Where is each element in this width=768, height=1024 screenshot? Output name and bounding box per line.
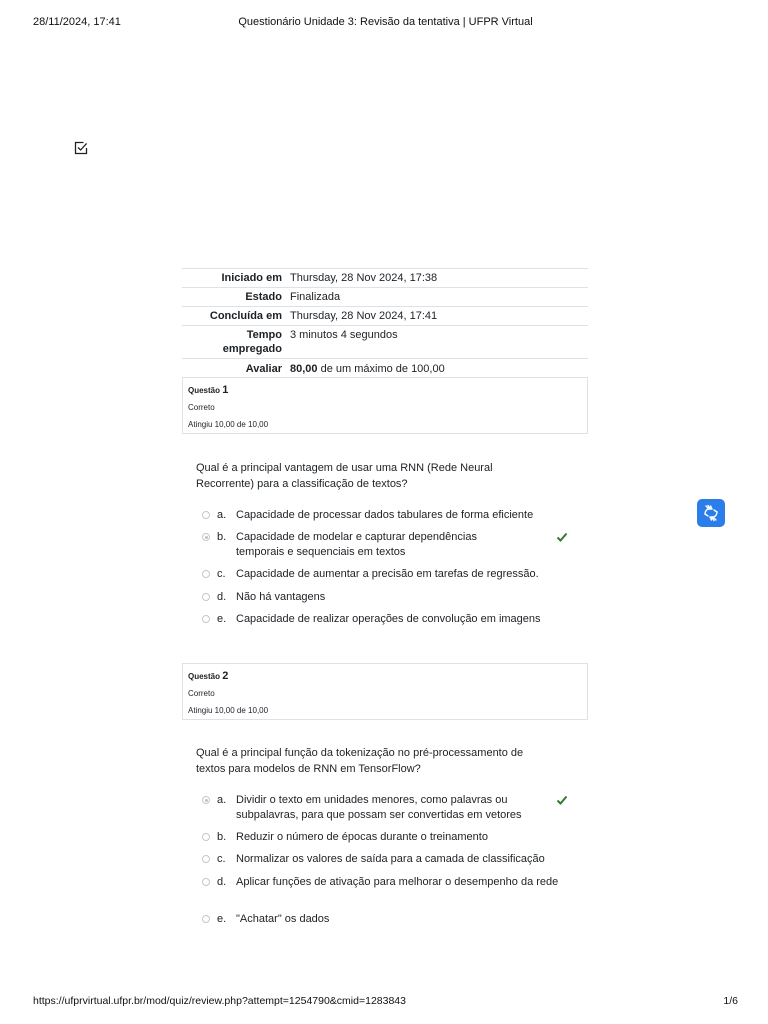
- summary-label: Iniciado em: [182, 269, 286, 288]
- question-number: Questão 2: [188, 670, 229, 682]
- summary-value: Thursday, 28 Nov 2024, 17:41: [286, 307, 588, 326]
- answer-radio[interactable]: [202, 878, 210, 886]
- print-datetime: 28/11/2024, 17:41: [33, 16, 121, 28]
- answer-radio[interactable]: [202, 615, 210, 623]
- check-square-icon[interactable]: [74, 141, 88, 155]
- summary-value: Finalizada: [286, 288, 588, 307]
- answer-radio[interactable]: [202, 833, 210, 841]
- summary-row-time-taken: [182, 326, 588, 359]
- print-page-title: Questionário Unidade 3: Revisão da tentativa | UFPR Virtual: [238, 16, 533, 28]
- check-mark-icon: [556, 794, 568, 806]
- summary-row-completed: [182, 307, 588, 326]
- answer-radio[interactable]: [202, 570, 210, 578]
- check-mark-icon: [556, 531, 568, 543]
- grade-value: 80,00: [290, 363, 318, 375]
- accessibility-button[interactable]: [697, 499, 725, 527]
- summary-row-grade: [182, 359, 588, 379]
- answer-radio[interactable]: [202, 855, 210, 863]
- summary-label: Concluída em: [182, 307, 286, 326]
- question-grade: Atingiu 10,00 de 10,00: [188, 420, 269, 429]
- print-page-number: 1/6: [723, 995, 738, 1007]
- summary-value: [286, 359, 588, 379]
- question-state: Correto: [188, 689, 215, 698]
- answer-radio[interactable]: [202, 915, 210, 923]
- summary-label: Estado: [182, 288, 286, 307]
- print-header: [33, 16, 738, 32]
- summary-value: Thursday, 28 Nov 2024, 17:38: [286, 269, 588, 288]
- question-1-text: Qual é a principal vantagem de usar uma RNN (Rede Neural Recorrente) para a classificação de textos?: [196, 462, 493, 490]
- question-1-info: [182, 377, 588, 434]
- summary-row-state: [182, 288, 588, 307]
- question-2-text: Qual é a principal função da tokenização no pré-processamento de textos para modelos de RNN em TensorFlow?: [196, 747, 524, 775]
- question-grade: Atingiu 10,00 de 10,00: [188, 706, 269, 715]
- summary-label: Tempo empregado: [182, 326, 286, 359]
- question-state: Correto: [188, 403, 215, 412]
- question-2-info: [182, 663, 588, 720]
- answer-radio[interactable]: [202, 593, 210, 601]
- question-number: Questão 1: [188, 384, 229, 396]
- print-footer: [33, 995, 738, 1011]
- grade-max: de um máximo de 100,00: [317, 363, 445, 375]
- answer-radio[interactable]: [202, 796, 210, 804]
- print-url: https://ufprvirtual.ufpr.br/mod/quiz/review.php?attempt=1254790&cmid=1283843: [33, 995, 406, 1007]
- summary-value: 3 minutos 4 segundos: [286, 326, 588, 359]
- answer-radio[interactable]: [202, 533, 210, 541]
- sign-language-hands-icon: [702, 504, 720, 522]
- answer-radio[interactable]: [202, 511, 210, 519]
- summary-row-started: [182, 269, 588, 288]
- attempt-summary-table: [182, 268, 588, 378]
- summary-label: Avaliar: [182, 359, 286, 379]
